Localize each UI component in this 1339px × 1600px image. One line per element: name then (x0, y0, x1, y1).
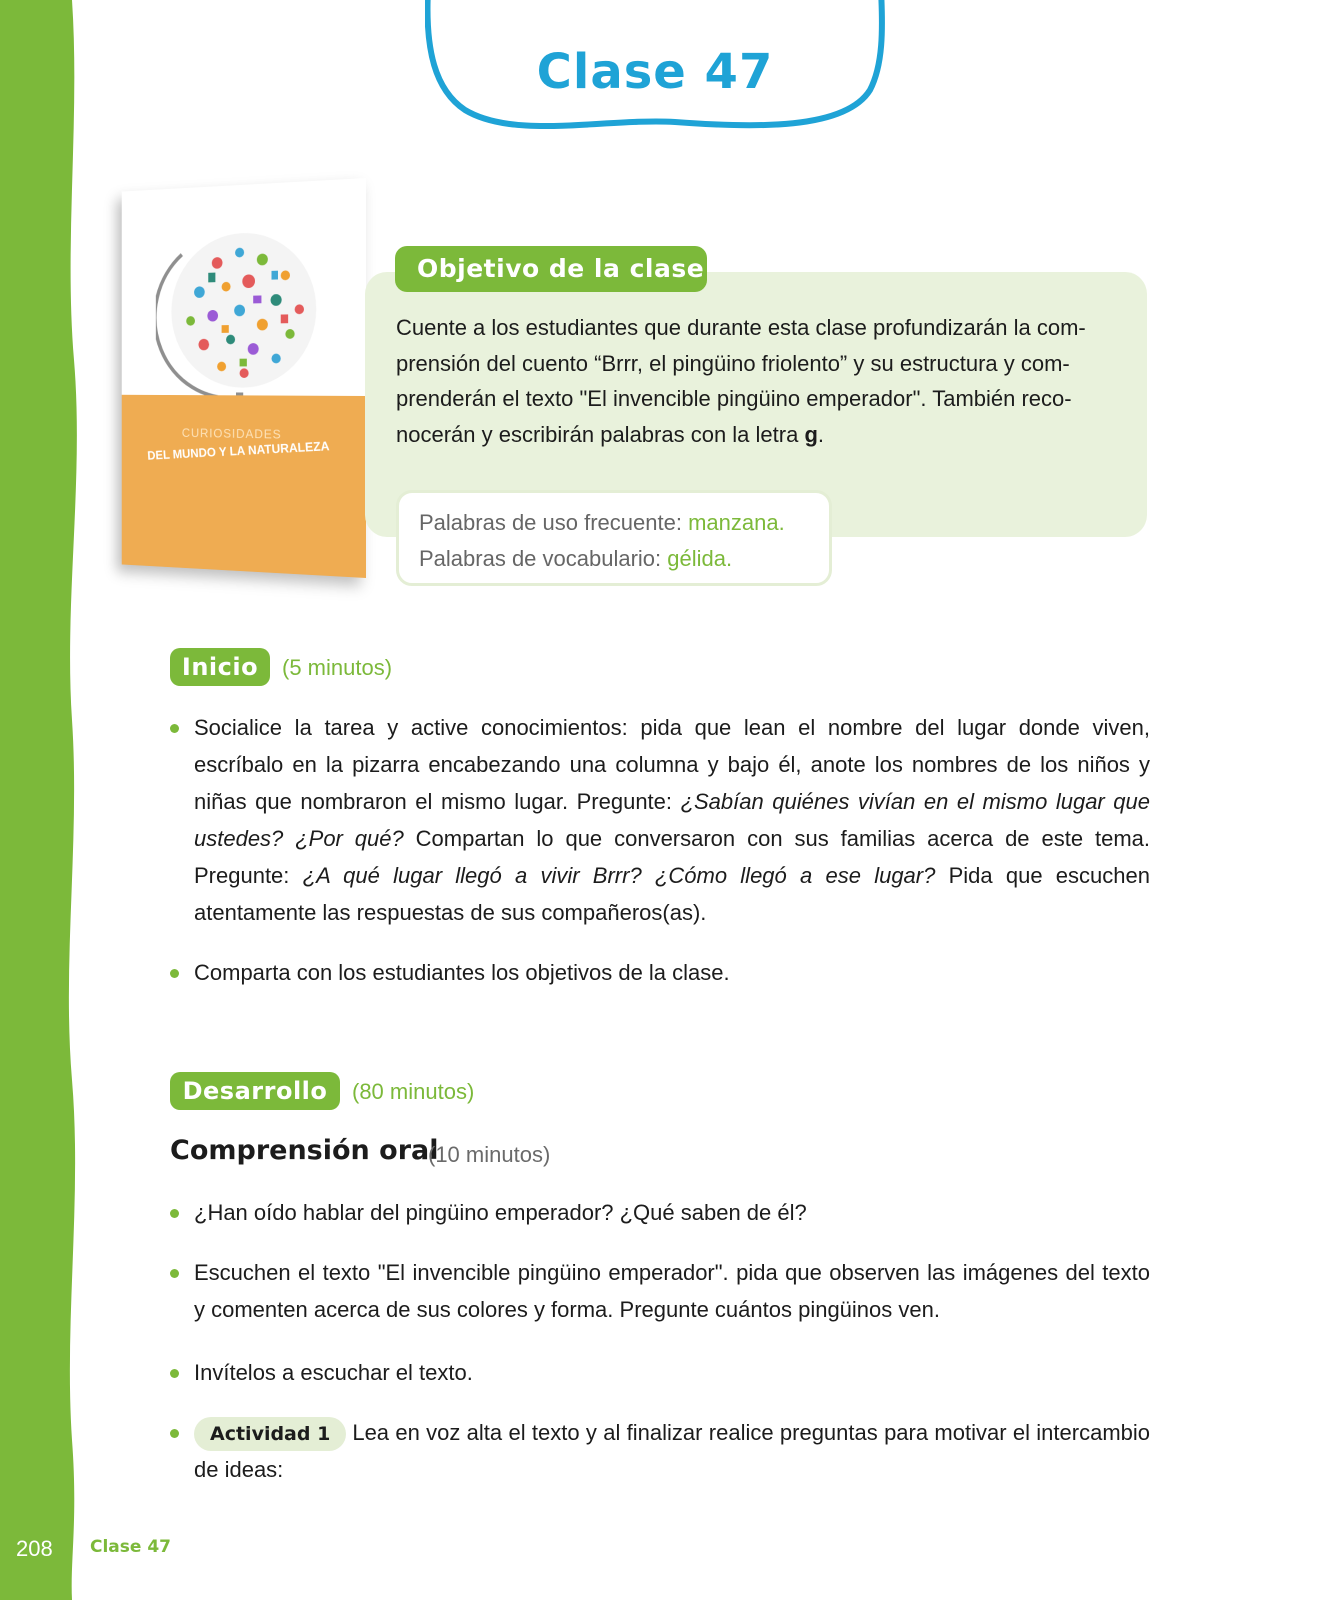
bullet-text: Lea en voz alta el texto y al finalizar realice preguntas para motivar el intercambio de ideas: (194, 1420, 1150, 1482)
activity-badge: Actividad 1 (194, 1417, 346, 1451)
list-item (170, 1414, 1150, 1488)
side-band (0, 0, 90, 1600)
desarrollo-label: Desarrollo (170, 1072, 340, 1110)
bullet-text: Socialice la tarea y active conocimientos: pida que lean el nombre del lugar donde viven, escríbalo en la pizarra encabezando una columna y bajo él, anote los nombres de los niños y niñas que nombraron el mismo lugar. Pregunte: (194, 715, 1150, 814)
subheading-duration: (10 minutos) (428, 1142, 551, 1167)
desarrollo-duration: (80 minutos) (352, 1079, 475, 1104)
list-item: ¿Han oído hablar del pingüino emperador? ¿Qué saben de él? (170, 1194, 1150, 1231)
list-item: Invítelos a escuchar el texto. (170, 1354, 1150, 1391)
page-number: 208 (16, 1536, 53, 1561)
bullet-text: Pida que escuchen atentamente las respuestas de sus compañeros(as). (194, 863, 1150, 925)
objective-line: prenderán el texto "El invencible pingüino emperador". También reco- (396, 386, 1072, 411)
book-orange-band (122, 395, 366, 578)
objective-letter: g (804, 421, 818, 447)
globe-illustration (156, 210, 328, 418)
footer-class-label: Clase 47 (90, 1537, 171, 1557)
book-subtitle: CURIOSIDADES (181, 425, 282, 442)
bullet-text: Compartan lo que conversaron con sus familias acerca de este tema. Pregunte: (194, 826, 1150, 888)
objective-line-text: nocerán y escribirán palabras con la letra (396, 421, 805, 447)
list-item (170, 709, 1150, 931)
vocabulary-word: gélida. (667, 546, 733, 571)
book-title: DEL MUNDO Y LA NATURALEZA (147, 438, 330, 463)
section-subheading: Comprensión oral (170, 1135, 439, 1166)
objective-line: prensión del cuento “Brrr, el pingüino friolento” y su estructura y com- (396, 350, 1070, 376)
class-title: Clase 47 (536, 44, 774, 100)
bullet-question: ¿A qué lugar llegó a vivir Brrr? ¿Cómo llegó a ese lugar? (302, 863, 936, 888)
inicio-duration: (5 minutos) (282, 655, 393, 680)
list-item: Comparta con los estudiantes los objetivos de la clase. (170, 954, 1150, 991)
frequent-word: manzana. (688, 510, 785, 535)
vocabulary-words-label: Palabras de vocabulario: (419, 546, 668, 571)
vocabulary-box (396, 490, 832, 586)
book-cover-image (96, 178, 366, 578)
inicio-label: Inicio (170, 648, 270, 686)
vocabulary-words-line (419, 541, 829, 577)
objective-line: Cuente a los estudiantes que durante esta clase profundizarán la com- (396, 315, 1086, 340)
frequent-words-label: Palabras de uso frecuente: (419, 510, 689, 535)
book-front (122, 178, 366, 578)
objective-label: Objetivo de la clase (395, 246, 707, 292)
bullet-question: ¿Sabían quiénes vivían en el mismo lugar que ustedes? ¿Por qué? (194, 789, 1150, 851)
frequent-words-line (419, 505, 829, 541)
objective-line (396, 417, 1116, 453)
list-item: Escuchen el texto "El invencible pingüino emperador". pida que observen las imágenes del texto y comenten acerca de sus colores y forma. Pregunte cuántos pingüinos ven. (170, 1254, 1150, 1328)
objective-period: . (817, 421, 825, 447)
objective-text (396, 310, 1116, 452)
